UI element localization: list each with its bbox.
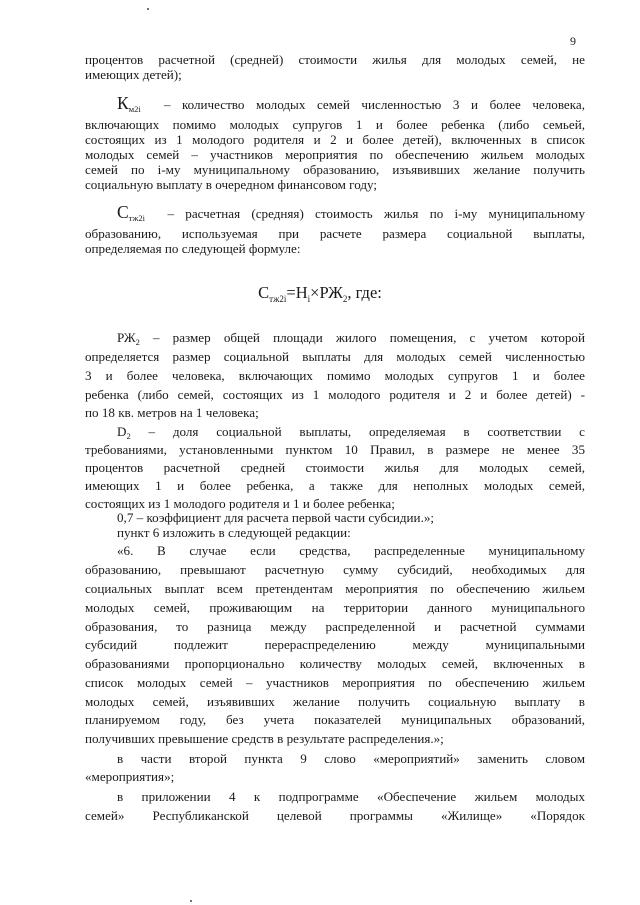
definition-d [85, 424, 585, 444]
formula-eq: = [286, 283, 296, 302]
text-line: субсидий подлежит перераспределению между муниципальными [85, 637, 585, 652]
text-line: список молодых семей – участников мероприятия по обеспечению жильем [85, 675, 585, 690]
text-line: пункт 6 изложить в следующей редакции: [117, 525, 351, 540]
symbol-d: D [117, 424, 127, 439]
definition-rzh [85, 330, 585, 350]
formula-times: × [310, 283, 320, 302]
text-line: имеющих детей); [85, 67, 182, 82]
text-line: семей по i-му муниципальному образованию, изъявивших желание получить [85, 162, 585, 177]
text-line: молодых семей, изъявивших желание получить социальную выплату в [85, 694, 585, 709]
text-line: состоящих из 1 молодого родителя и 2 и более детей), включенных в список [85, 132, 585, 147]
text-line: имеющих 1 и более ребенка, а также для неполных молодых семей, [85, 478, 585, 493]
text-line: «6. В случае если средства, распределенные муниципальному [117, 543, 585, 558]
text-line: в части второй пункта 9 слово «мероприятий» заменить словом [117, 751, 585, 766]
text-line: по 18 кв. метров на 1 человека; [85, 405, 259, 420]
text-line: определяемая по следующей формуле: [85, 241, 301, 256]
text-line: – количество молодых семей численностью 3 и более человека, [163, 97, 585, 112]
text-line: ребенка (либо семей, состоящих из 1 молодого родителя и 2 и более детей) - [85, 387, 585, 402]
symbol-c: С [117, 202, 129, 222]
symbol-c-sub: тж2i [128, 213, 145, 223]
text-line: молодых семей – участников мероприятия по обеспечению жильем молодых [85, 147, 585, 162]
symbol-rzh-sub: 2 [135, 337, 140, 347]
text-line: образованию, используемая при расчете размера социальной выплаты, [85, 226, 585, 241]
text-line: в приложении 4 к подпрограмме «Обеспечение жильем молодых [117, 789, 585, 804]
text-line: – расчетная (средняя) стоимость жилья по i-му муниципальному [167, 206, 586, 221]
symbol-k-sub: м2i [128, 104, 141, 114]
definition-k [85, 93, 585, 117]
text-line: – размер общей площади жилого помещения, с учетом которой [152, 330, 585, 345]
text-line: семей» Республиканской целевой программы «Жилище» «Порядок [85, 808, 585, 823]
text-line: получивших превышение средств в результате распределения.»; [85, 731, 444, 746]
scan-speck [190, 900, 192, 902]
text-line: требованиями, установленными пунктом 10 Правил, в размере не менее 35 [85, 442, 585, 457]
formula-lhs-sub: тж2i [269, 294, 287, 304]
text-line: социальную выплату в очередном финансовом году; [85, 177, 378, 192]
definition-c [85, 202, 586, 226]
text-line: образования, то разница между распределенной и расчетной суммами [85, 619, 585, 634]
scan-speck [147, 8, 149, 10]
text-line: 3 и более человека, включающих помимо молодых супругов 1 и более [85, 368, 585, 383]
text-line: процентов расчетной средней стоимости жилья для молодых семей, [85, 460, 585, 475]
page-number: 9 [570, 34, 576, 48]
formula [0, 283, 640, 304]
text-line: процентов расчетной (средней) стоимости жилья для молодых семей, не [85, 52, 585, 67]
formula-lhs: С [258, 283, 270, 302]
text-line: 0,7 – коэффициент для расчета первой части субсидии.»; [117, 510, 435, 525]
text-line: образованиями пропорционально количеству молодых семей, включенных в [85, 656, 585, 671]
formula-rzh: РЖ [319, 283, 343, 302]
text-line: определяется размер социальной выплаты для молодых семей численностью [85, 349, 585, 364]
text-line: состоящих из 1 молодого родителя и 1 и более ребенка; [85, 496, 395, 511]
formula-h-sub: i [307, 294, 311, 304]
text-line: планируемом году, без учета показателей муниципальных образований, [85, 712, 585, 727]
text-line: образованию, превышают расчетную сумму субсидий, необходимых для [85, 562, 585, 577]
formula-tail: , где: [347, 283, 382, 302]
symbol-rzh: РЖ [117, 330, 136, 345]
text-line: включающих помимо молодых супругов 1 и более ребенка (либо семьей, [85, 117, 585, 132]
symbol-d-sub: 2 [126, 431, 131, 441]
text-line: молодых семей, проживающим на территории данного муниципального [85, 600, 585, 615]
symbol-k: К [117, 93, 129, 113]
formula-h: Н [295, 283, 308, 302]
text-line: социальных выплат всем претендентам мероприятия по обеспечению жильем [85, 581, 585, 596]
text-line: – доля социальной выплаты, определяемая в соответствии с [148, 424, 585, 439]
formula-rzh-sub: 2 [342, 294, 348, 304]
text-line: «мероприятия»; [85, 769, 175, 784]
